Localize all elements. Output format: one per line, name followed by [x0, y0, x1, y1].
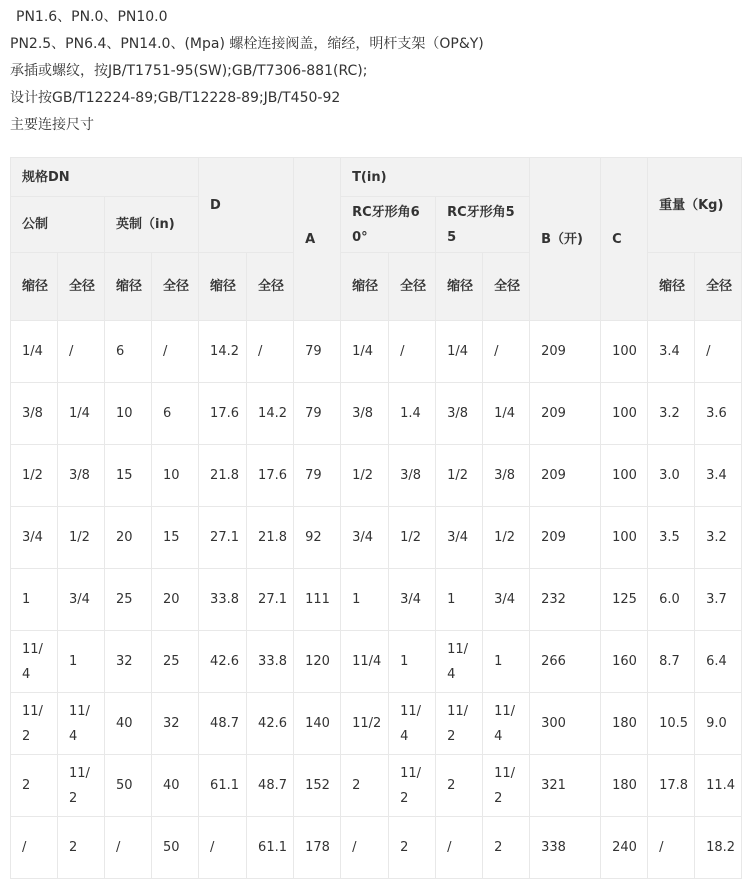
- table-cell: /: [11, 817, 58, 879]
- table-cell: 209: [530, 445, 601, 507]
- table-cell: 50: [152, 817, 199, 879]
- table-cell: 11/2: [11, 693, 58, 755]
- table-cell: 120: [294, 631, 341, 693]
- table-cell: 17.6: [247, 445, 294, 507]
- table-cell: 11/2: [389, 755, 436, 817]
- table-cell: 10.5: [648, 693, 695, 755]
- table-cell: 3/8: [389, 445, 436, 507]
- header-d: D: [199, 158, 294, 253]
- table-cell: 1/2: [58, 507, 105, 569]
- table-cell: 48.7: [199, 693, 247, 755]
- header-imperial: 英制（in): [105, 197, 199, 253]
- table-cell: 3.5: [648, 507, 695, 569]
- table-cell: 1/4: [436, 321, 483, 383]
- header-full: 全径: [58, 253, 105, 321]
- table-cell: 266: [530, 631, 601, 693]
- table-cell: 1/2: [11, 445, 58, 507]
- intro-text: [10, 4, 740, 139]
- table-cell: 11/2: [436, 693, 483, 755]
- table-cell: 14.2: [247, 383, 294, 445]
- header-full: 全径: [152, 253, 199, 321]
- table-cell: 42.6: [247, 693, 294, 755]
- table-cell: 40: [152, 755, 199, 817]
- header-reduced: 缩径: [436, 253, 483, 321]
- table-cell: 3/8: [11, 383, 58, 445]
- table-cell: 152: [294, 755, 341, 817]
- table-cell: 25: [152, 631, 199, 693]
- header-rc55: RC牙形角55: [436, 197, 530, 253]
- table-cell: 1/2: [436, 445, 483, 507]
- table-cell: 33.8: [247, 631, 294, 693]
- table-cell: 3/8: [483, 445, 530, 507]
- table-cell: /: [199, 817, 247, 879]
- table-cell: 79: [294, 383, 341, 445]
- table-cell: /: [436, 817, 483, 879]
- table-cell: 61.1: [247, 817, 294, 879]
- table-cell: 11/4: [436, 631, 483, 693]
- header-full: 全径: [483, 253, 530, 321]
- table-cell: 300: [530, 693, 601, 755]
- table-cell: 11/4: [483, 693, 530, 755]
- table-cell: 338: [530, 817, 601, 879]
- table-cell: /: [247, 321, 294, 383]
- table-cell: 25: [105, 569, 152, 631]
- table-cell: 1/4: [483, 383, 530, 445]
- table-cell: 21.8: [199, 445, 247, 507]
- table-cell: 3.2: [695, 507, 742, 569]
- table-cell: 100: [601, 445, 648, 507]
- header-full: 全径: [247, 253, 294, 321]
- table-cell: 2: [483, 817, 530, 879]
- table-cell: 111: [294, 569, 341, 631]
- table-cell: 6: [105, 321, 152, 383]
- table-cell: 27.1: [199, 507, 247, 569]
- header-reduced: 缩径: [199, 253, 247, 321]
- table-row: [11, 383, 742, 445]
- table-cell: 3.2: [648, 383, 695, 445]
- table-cell: /: [483, 321, 530, 383]
- header-reduced: 缩径: [105, 253, 152, 321]
- table-cell: 140: [294, 693, 341, 755]
- table-cell: 240: [601, 817, 648, 879]
- table-cell: 33.8: [199, 569, 247, 631]
- header-b: B（开): [530, 158, 601, 321]
- table-cell: 3/8: [436, 383, 483, 445]
- table-cell: 160: [601, 631, 648, 693]
- table-cell: 32: [152, 693, 199, 755]
- table-cell: 3.4: [648, 321, 695, 383]
- design-standards-line: 设计按GB/T12224-89;GB/T12228-89;JB/T450-92: [10, 90, 341, 106]
- table-cell: 1: [389, 631, 436, 693]
- table-cell: 11/4: [11, 631, 58, 693]
- section-title: 主要连接尺寸: [10, 117, 94, 133]
- table-cell: 3/4: [389, 569, 436, 631]
- table-cell: 17.8: [648, 755, 695, 817]
- header-row: [11, 158, 742, 197]
- table-cell: 10: [152, 445, 199, 507]
- table-cell: 3.4: [695, 445, 742, 507]
- header-reduced: 缩径: [341, 253, 389, 321]
- table-cell: 1/4: [341, 321, 389, 383]
- table-cell: 61.1: [199, 755, 247, 817]
- header-t: T(in): [341, 158, 530, 197]
- table-cell: 1/4: [58, 383, 105, 445]
- table-cell: 209: [530, 383, 601, 445]
- header-reduced: 缩径: [648, 253, 695, 321]
- table-cell: 100: [601, 321, 648, 383]
- table-row: [11, 693, 742, 755]
- table-cell: 11.4: [695, 755, 742, 817]
- table-cell: /: [341, 817, 389, 879]
- table-cell: 18.2: [695, 817, 742, 879]
- header-c: C: [601, 158, 648, 321]
- table-cell: 20: [152, 569, 199, 631]
- table-cell: 21.8: [247, 507, 294, 569]
- table-cell: 15: [105, 445, 152, 507]
- table-row: [11, 817, 742, 879]
- table-cell: /: [648, 817, 695, 879]
- table-cell: 209: [530, 321, 601, 383]
- table-row: [11, 569, 742, 631]
- connection-dimensions-table: [10, 157, 742, 879]
- header-metric: 公制: [11, 197, 105, 253]
- table-cell: 321: [530, 755, 601, 817]
- table-cell: 2: [341, 755, 389, 817]
- table-cell: 11/4: [341, 631, 389, 693]
- header-full: 全径: [389, 253, 436, 321]
- table-cell: 1: [341, 569, 389, 631]
- table-cell: 6.0: [648, 569, 695, 631]
- table-cell: 1/2: [389, 507, 436, 569]
- table-cell: 3/4: [58, 569, 105, 631]
- table-cell: 20: [105, 507, 152, 569]
- table-cell: /: [105, 817, 152, 879]
- table-cell: 6: [152, 383, 199, 445]
- table-cell: 27.1: [247, 569, 294, 631]
- table-cell: 11/2: [341, 693, 389, 755]
- table-cell: 10: [105, 383, 152, 445]
- table-cell: 11/2: [483, 755, 530, 817]
- table-cell: 125: [601, 569, 648, 631]
- table-row: [11, 321, 742, 383]
- table-cell: 1: [436, 569, 483, 631]
- header-spec-dn: 规格DN: [11, 158, 199, 197]
- table-cell: 1: [11, 569, 58, 631]
- table-cell: 3/4: [11, 507, 58, 569]
- table-cell: /: [389, 321, 436, 383]
- table-cell: 100: [601, 383, 648, 445]
- table-cell: 15: [152, 507, 199, 569]
- table-cell: 3/4: [436, 507, 483, 569]
- table-cell: 2: [58, 817, 105, 879]
- table-cell: 3/4: [483, 569, 530, 631]
- table-cell: 1/2: [341, 445, 389, 507]
- table-cell: 8.7: [648, 631, 695, 693]
- table-cell: 14.2: [199, 321, 247, 383]
- table-row: [11, 755, 742, 817]
- table-row: [11, 445, 742, 507]
- table-cell: /: [58, 321, 105, 383]
- table-cell: 180: [601, 693, 648, 755]
- header-rc60: RC牙形角60°: [341, 197, 436, 253]
- header-weight: 重量（Kg): [648, 158, 742, 253]
- header-a: A: [294, 158, 341, 321]
- table-cell: 2: [436, 755, 483, 817]
- table-row: [11, 631, 742, 693]
- table-cell: 79: [294, 445, 341, 507]
- table-cell: 232: [530, 569, 601, 631]
- table-cell: 48.7: [247, 755, 294, 817]
- table-cell: 3.0: [648, 445, 695, 507]
- header-full: 全径: [695, 253, 742, 321]
- table-row: [11, 507, 742, 569]
- table-cell: 3/8: [341, 383, 389, 445]
- table-cell: 40: [105, 693, 152, 755]
- table-cell: 42.6: [199, 631, 247, 693]
- connection-standards-line: 承插或螺纹，按JB/T1751-95(SW);GB/T7306-881(RC);: [10, 63, 368, 79]
- table-cell: 79: [294, 321, 341, 383]
- table-cell: /: [152, 321, 199, 383]
- table-cell: 1: [483, 631, 530, 693]
- table-cell: 3/4: [341, 507, 389, 569]
- pressure-classes-line: PN1.6、PN.0、PN10.0: [16, 9, 168, 25]
- table-cell: 100: [601, 507, 648, 569]
- header-reduced: 缩径: [11, 253, 58, 321]
- table-cell: 209: [530, 507, 601, 569]
- table-cell: 32: [105, 631, 152, 693]
- table-cell: 11/2: [58, 755, 105, 817]
- table-cell: 2: [389, 817, 436, 879]
- design-features-line: PN2.5、PN6.4、PN14.0、(Mpa) 螺栓连接阀盖，缩经，明杆支架（OP&Y): [10, 36, 484, 52]
- table-cell: 178: [294, 817, 341, 879]
- table-cell: 92: [294, 507, 341, 569]
- table-cell: /: [695, 321, 742, 383]
- table-cell: 9.0: [695, 693, 742, 755]
- table-cell: 1/4: [11, 321, 58, 383]
- table-cell: 17.6: [199, 383, 247, 445]
- table-cell: 1: [58, 631, 105, 693]
- table-cell: 11/4: [389, 693, 436, 755]
- table-cell: 1.4: [389, 383, 436, 445]
- table-cell: 6.4: [695, 631, 742, 693]
- table-cell: 180: [601, 755, 648, 817]
- table-cell: 3/8: [58, 445, 105, 507]
- table-cell: 50: [105, 755, 152, 817]
- table-cell: 1/2: [483, 507, 530, 569]
- table-cell: 2: [11, 755, 58, 817]
- table-cell: 11/4: [58, 693, 105, 755]
- table-cell: 3.7: [695, 569, 742, 631]
- table-cell: 3.6: [695, 383, 742, 445]
